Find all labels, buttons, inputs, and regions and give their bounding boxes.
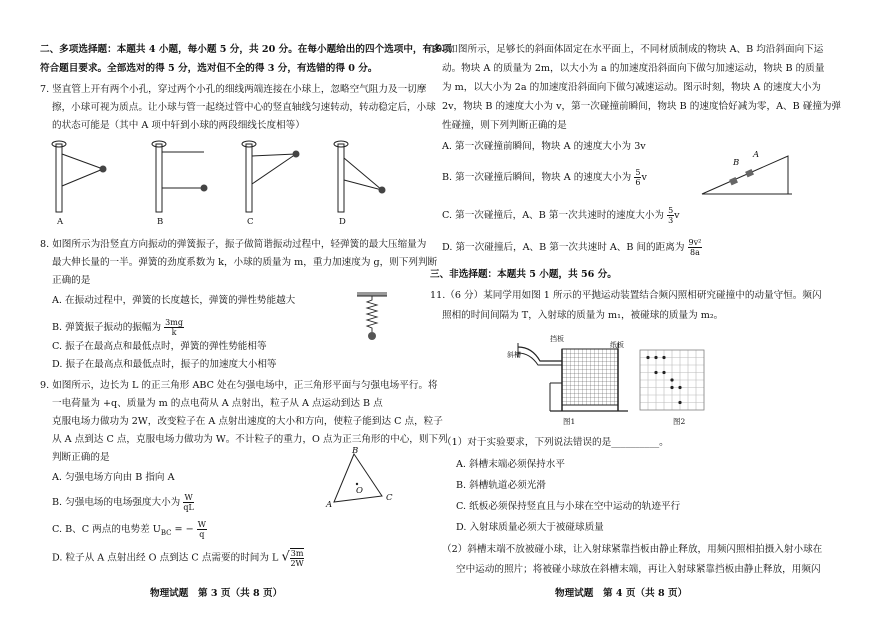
- q9-option-c: C. B、C 两点的电势差 $U_{BC}$ = − $\frac{W}{q}$: [52, 520, 206, 539]
- q11-line2: 照相的时间间隔为 T，入射球的质量为 m₁，被碰球的质量为 m₂。: [442, 310, 724, 321]
- q9-line4: 从 A 点到达 C 点，克服电场力做功为 W。不计粒子的重力，O 点为正三角形的中心，则下列: [52, 434, 448, 445]
- q9-line1: 9. 如图所示，边长为 L 的正三角形 ABC 处在匀强电场中，正三角形平面与匀强电场平行。将: [40, 380, 438, 391]
- incline-figure: [700, 150, 795, 200]
- section2-title: 二、多项选择题：本题共 4 小题，每小题 5 分，共 20 分。在每小题给出的四个选项中，有多项: [40, 44, 452, 55]
- q10-option-c: C. 第一次碰撞后，A、B 第一次共速时的速度大小为 $\frac{5}{3}$ v: [442, 206, 680, 225]
- q7-label-a: A: [57, 217, 64, 227]
- q10-line5: 性碰撞，则下列判断正确的是: [442, 120, 567, 131]
- label-chute: 斜槽: [507, 351, 521, 359]
- right-page-footer: 物理试题 第 4 页（共 8 页）: [555, 588, 688, 599]
- q7-figures: [40, 134, 400, 219]
- q7-label-c: C: [247, 217, 254, 227]
- q11-part1: （1）对于实验要求，下列说法错误的是__________。: [442, 437, 669, 448]
- fig2-dot: [654, 371, 657, 374]
- incline-label-b: B: [733, 158, 740, 168]
- q7-line3: 的状态可能是（其中 A 项中轩到小球的两段细线长度相等）: [52, 120, 305, 131]
- fig2-dot: [670, 378, 673, 381]
- q10-line3: 为 m，以大小为 2a 的加速度沿斜面向下做匀减速运动。图示时刻，物块 A 的速度大小为: [442, 82, 821, 93]
- q8-option-c: C. 振子在最高点和最低点时，弹簧的弹性势能相等: [52, 341, 267, 352]
- q8-option-a: A. 在振动过程中，弹簧的长度越长，弹簧的弹性势能越大: [52, 295, 296, 306]
- q10-option-d: D. 第一次碰撞后，A、B 第一次共速时 A、B 间的距离为 $\frac{\text{9v²}}{8a}$: [442, 238, 702, 257]
- q11-1-option-a: A. 斜槽末端必须保持水平: [456, 459, 565, 470]
- tri-label-c: C: [386, 493, 393, 503]
- q7-ball-c: [293, 151, 300, 158]
- q10-line4: 2v，物块 B 的速度大小为 v，第一次碰撞前瞬间，物块 B 的速度恰好减为零，A、B 碰撞为弹: [442, 101, 842, 112]
- q10-option-b: B. 第一次碰撞后瞬间，物块 A 的速度大小为 $\frac{5}{6}$ v: [442, 168, 647, 187]
- q11-1-option-b: B. 斜槽轨道必须光滑: [456, 480, 546, 491]
- q9-line3: 克服电场力做功为 2W，改变粒子在 A 点射出速度的大小和方向，使粒子能到达 C 点，粒子: [52, 416, 443, 427]
- q10-line2: 动。物块 A 的质量为 2m，以大小为 a 的加速度沿斜面向下做匀加速运动，物块 B 的质量: [442, 63, 825, 74]
- tri-label-b: B: [352, 446, 359, 456]
- spring-oscillator-figure: [355, 290, 395, 350]
- label-paper-board: 纸板: [610, 341, 624, 349]
- q7-label-b: B: [157, 217, 164, 227]
- fig2-dot: [646, 356, 649, 359]
- fig2-dot: [662, 371, 665, 374]
- q8-line2: 最大伸长量的一半。弹簧的劲度系数为 k，小球的质量为 m，重力加速度为 g，则下列判断: [52, 257, 438, 268]
- label-fig2: 图2: [673, 417, 686, 426]
- q7-ball-a: [100, 166, 107, 173]
- q7-line1: 7. 竖直管上开有两个小孔，穿过两个小孔的细线两端连接在小球上，忽略空气阻力及一切摩: [40, 84, 427, 95]
- q7-line2: 擦，小球可视为质点。让小球与管一起绕过管中心的竖直轴线匀速转动，转动稳定后，小球: [52, 102, 436, 113]
- q7-ball-d: [379, 187, 386, 194]
- tri-label-o: O: [356, 486, 363, 496]
- tri-label-a: A: [326, 500, 333, 510]
- triangle-abc-figure: [330, 446, 390, 510]
- q11-line1: 11.（6 分）某同学用如图 1 所示的平抛运动装置结合频闪照相研究碰撞中的动量守恒。频闪: [430, 290, 822, 301]
- q9-option-a: A. 匀强电场方向由 B 指向 A: [52, 472, 175, 483]
- q9-option-b: B. 匀强电场的电场强度大小为 $\frac{W}{qL}$: [52, 493, 194, 512]
- q10-option-a: A. 第一次碰撞前瞬间，物块 A 的速度大小为 3v: [442, 141, 646, 152]
- q7-ball-b: [201, 185, 208, 192]
- q10-line1: 10. 如图所示，足够长的斜面体固定在水平面上，不同材质制成的物块 A、B 均沿斜面向下运: [430, 44, 824, 55]
- q11-1-option-c: C. 纸板必须保持竖直且与小球在空中运动的轨迹平行: [456, 501, 681, 512]
- q9-line2: 一电荷量为 +q、质量为 m 的点电荷从 A 点射出，粒子从 A 点运动到达 B 点: [52, 398, 383, 409]
- right-page: [430, 0, 870, 630]
- q8-option-d: D. 振子在最高点和最低点时，振子的加速度大小相等: [52, 359, 277, 370]
- fig2-dot: [678, 401, 681, 404]
- section2-title-line2: 符合题目要求。全部选对的得 5 分，选对但不全的得 3 分，有选错的得 0 分。: [40, 63, 378, 74]
- q8-option-b: B. 弹簧振子振动的振幅为 $\frac{3mg}{k}$: [52, 318, 183, 337]
- q11-1-option-d: D. 入射球质量必须大于被碰球质量: [456, 522, 604, 533]
- q8-fraction: $\frac{3mg}{k}$: [165, 318, 183, 337]
- q8-line3: 正确的是: [52, 275, 91, 286]
- q7-label-d: D: [339, 217, 346, 227]
- q9-option-d: D. 粒子从 A 点射出经 O 点到达 C 点需要的时间为 L √ $\frac{3m}{2W}$: [52, 549, 304, 568]
- q11-part2-line1: （2）斜槽末端不放被碰小球，让入射球紧靠挡板由静止释放，用频闪照相拍摄入射小球在: [442, 544, 823, 555]
- dot-grid-figure-2: [638, 348, 710, 414]
- label-fig1: 图1: [563, 417, 576, 426]
- fig2-dot: [678, 386, 681, 389]
- fig2-dot: [670, 386, 673, 389]
- section3-title: 三、非选择题：本题共 5 小题，共 56 分。: [430, 269, 617, 280]
- label-baffle: 挡板: [550, 335, 564, 343]
- fig2-dot: [662, 356, 665, 359]
- q9-line5: 判断正确的是: [52, 452, 110, 463]
- left-page-footer: 物理试题 第 3 页（共 8 页）: [150, 588, 283, 599]
- incline-label-a: A: [753, 150, 760, 160]
- fig2-dot: [654, 356, 657, 359]
- q8-line1: 8. 如图所示为沿竖直方向振动的弹簧振子，振子做简谐振动过程中，轻弹簧的最大压缩量为: [40, 239, 427, 250]
- q11-part2-line2: 空中运动的照片；将被碰小球放在斜槽末端，再让入射球紧靠挡板由静止释放，用频闪: [456, 564, 821, 575]
